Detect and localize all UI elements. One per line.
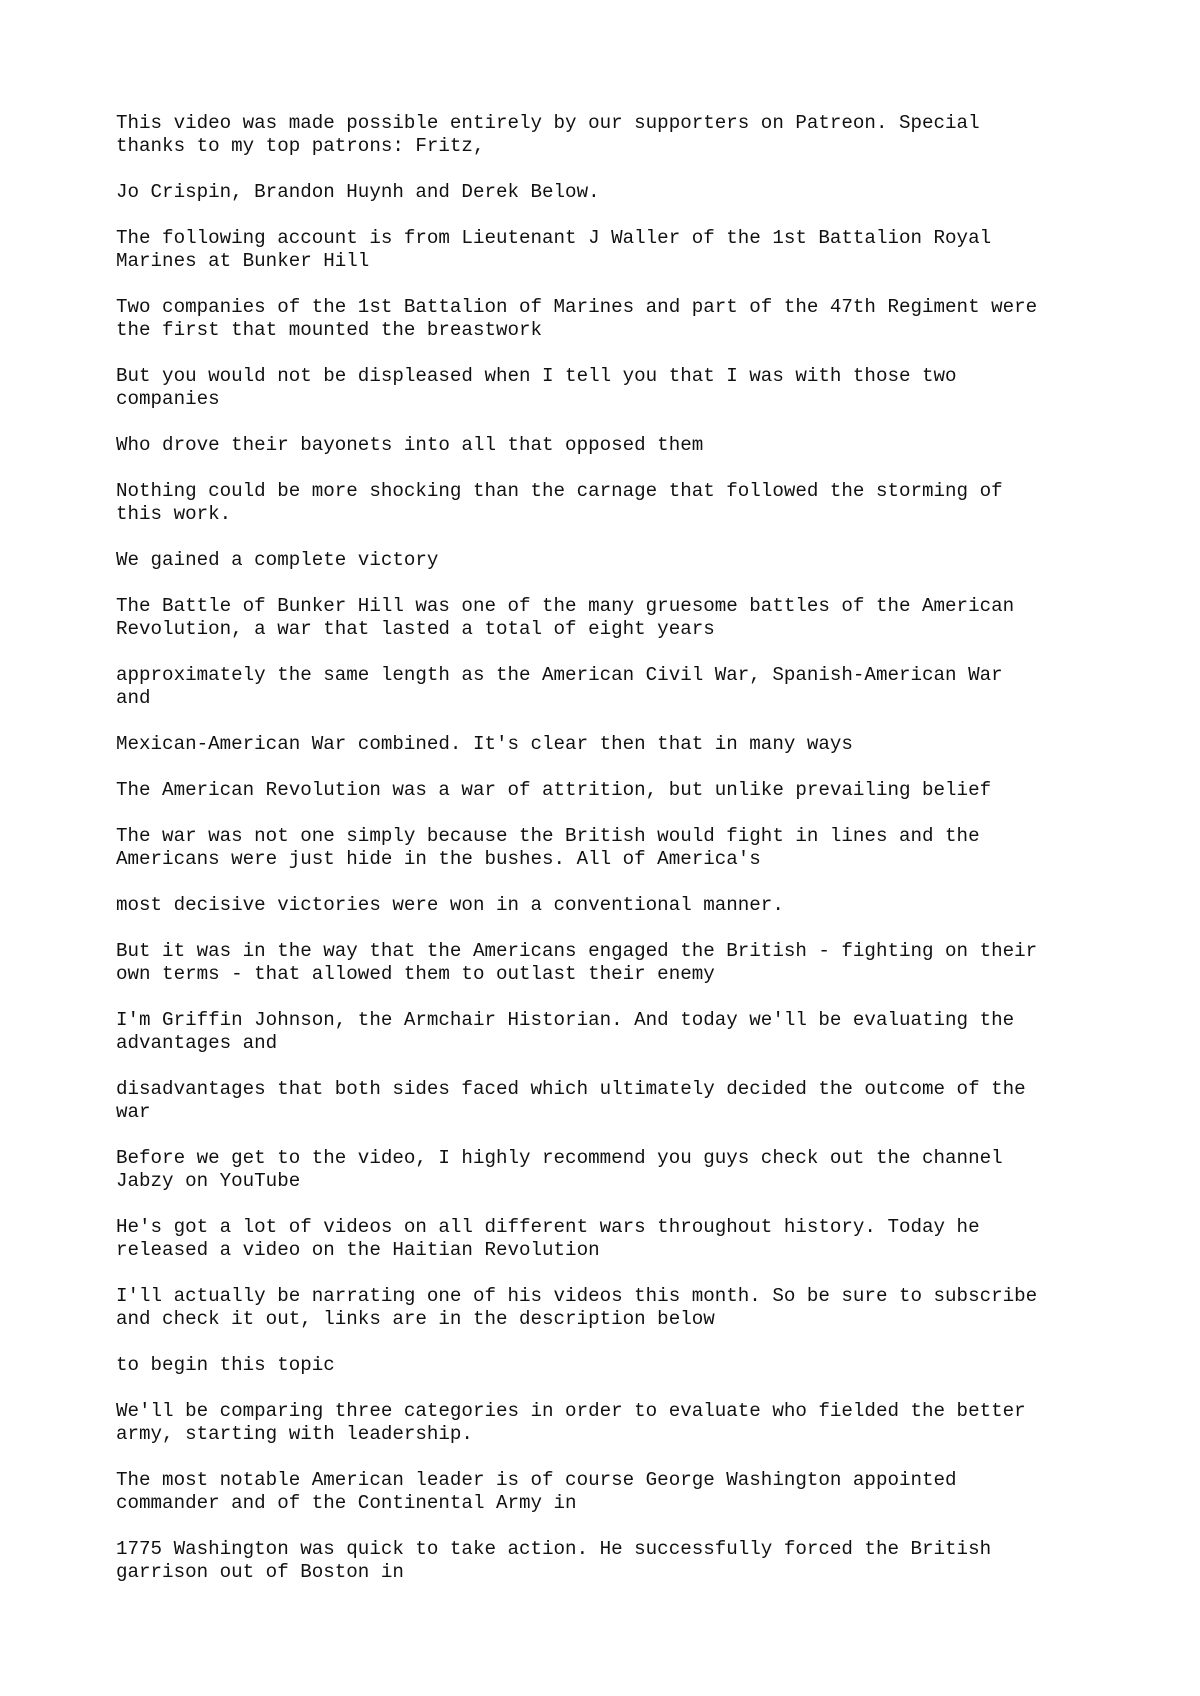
text-line: to begin this topic bbox=[116, 1354, 335, 1376]
text-line: I'm Griffin Johnson, the Armchair Historian. And today we'll be evaluating the bbox=[116, 1009, 1015, 1031]
text-line: most decisive victories were won in a conventional manner. bbox=[116, 894, 784, 916]
paragraph bbox=[116, 549, 1116, 572]
text-line: 1775 Washington was quick to take action. He successfully forced the British bbox=[116, 1538, 992, 1560]
paragraph bbox=[116, 894, 1116, 917]
text-line: Before we get to the video, I highly recommend you guys check out the channel bbox=[116, 1147, 1003, 1169]
text-line: this work. bbox=[116, 503, 232, 525]
text-line: and bbox=[116, 687, 151, 709]
paragraph bbox=[116, 1469, 1116, 1515]
text-line: This video was made possible entirely by our supporters on Patreon. Special bbox=[116, 112, 980, 134]
text-line: Jo Crispin, Brandon Huynh and Derek Below. bbox=[116, 181, 600, 203]
text-line: Mexican-American War combined. It's clear then that in many ways bbox=[116, 733, 853, 755]
text-line: The Battle of Bunker Hill was one of the many gruesome battles of the American bbox=[116, 595, 1015, 617]
paragraph bbox=[116, 434, 1116, 457]
text-line: Nothing could be more shocking than the carnage that followed the storming of bbox=[116, 480, 1003, 502]
text-line: disadvantages that both sides faced which ultimately decided the outcome of the bbox=[116, 1078, 1026, 1100]
text-line: We'll be comparing three categories in order to evaluate who fielded the better bbox=[116, 1400, 1026, 1422]
text-line: But it was in the way that the Americans engaged the British - fighting on their bbox=[116, 940, 1038, 962]
paragraph bbox=[116, 733, 1116, 756]
paragraph bbox=[116, 825, 1116, 871]
text-line: Two companies of the 1st Battalion of Marines and part of the 47th Regiment were bbox=[116, 296, 1038, 318]
text-line: I'll actually be narrating one of his videos this month. So be sure to subscribe bbox=[116, 1285, 1038, 1307]
text-line: advantages and bbox=[116, 1032, 278, 1054]
paragraph bbox=[116, 1285, 1116, 1331]
paragraph bbox=[116, 227, 1116, 273]
paragraph bbox=[116, 779, 1116, 802]
paragraph bbox=[116, 1354, 1116, 1377]
paragraph bbox=[116, 1009, 1116, 1055]
text-line: companies bbox=[116, 388, 220, 410]
paragraph bbox=[116, 1538, 1116, 1584]
paragraph bbox=[116, 480, 1116, 526]
text-line: Who drove their bayonets into all that opposed them bbox=[116, 434, 704, 456]
text-line: We gained a complete victory bbox=[116, 549, 439, 571]
text-line: The following account is from Lieutenant J Waller of the 1st Battalion Royal bbox=[116, 227, 992, 249]
text-line: and check it out, links are in the description below bbox=[116, 1308, 715, 1330]
paragraph bbox=[116, 1216, 1116, 1262]
text-line: Revolution, a war that lasted a total of eight years bbox=[116, 618, 715, 640]
text-line: Americans were just hide in the bushes. All of America's bbox=[116, 848, 761, 870]
text-line: But you would not be displeased when I tell you that I was with those two bbox=[116, 365, 957, 387]
document-page bbox=[116, 112, 1116, 1607]
text-line: released a video on the Haitian Revolution bbox=[116, 1239, 600, 1261]
text-line: The most notable American leader is of course George Washington appointed bbox=[116, 1469, 957, 1491]
paragraph bbox=[116, 296, 1116, 342]
text-line: war bbox=[116, 1101, 151, 1123]
text-line: thanks to my top patrons: Fritz, bbox=[116, 135, 485, 157]
paragraph bbox=[116, 595, 1116, 641]
text-line: commander and of the Continental Army in bbox=[116, 1492, 577, 1514]
paragraph bbox=[116, 664, 1116, 710]
paragraph bbox=[116, 1078, 1116, 1124]
text-line: Jabzy on YouTube bbox=[116, 1170, 301, 1192]
paragraph bbox=[116, 940, 1116, 986]
paragraph bbox=[116, 1147, 1116, 1193]
text-line: The American Revolution was a war of attrition, but unlike prevailing belief bbox=[116, 779, 992, 801]
text-line: The war was not one simply because the British would fight in lines and the bbox=[116, 825, 980, 847]
paragraph bbox=[116, 1400, 1116, 1446]
text-line: the first that mounted the breastwork bbox=[116, 319, 543, 341]
text-line: garrison out of Boston in bbox=[116, 1561, 404, 1583]
text-line: He's got a lot of videos on all different wars throughout history. Today he bbox=[116, 1216, 980, 1238]
paragraph bbox=[116, 365, 1116, 411]
paragraph bbox=[116, 112, 1116, 158]
text-line: own terms - that allowed them to outlast their enemy bbox=[116, 963, 715, 985]
text-line: Marines at Bunker Hill bbox=[116, 250, 370, 272]
text-line: army, starting with leadership. bbox=[116, 1423, 473, 1445]
text-line: approximately the same length as the American Civil War, Spanish-American War bbox=[116, 664, 1003, 686]
paragraph bbox=[116, 181, 1116, 204]
